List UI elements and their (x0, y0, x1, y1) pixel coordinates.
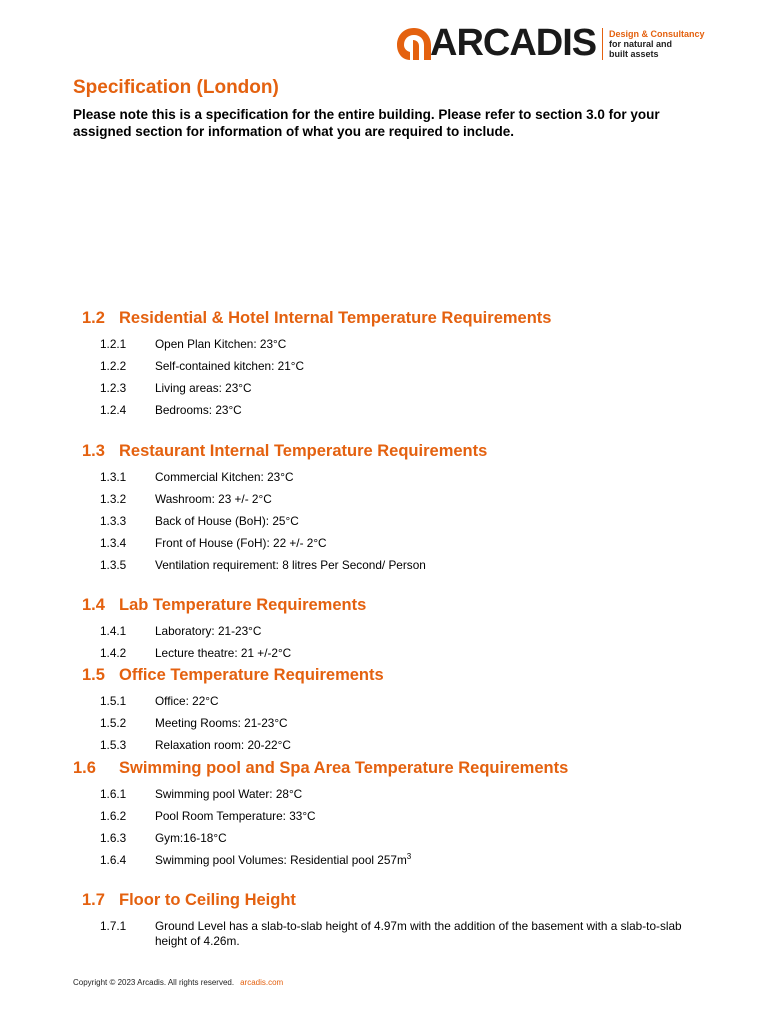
section-number: 1.4 (82, 596, 105, 614)
logo-tagline (609, 29, 705, 59)
section-title: Floor to Ceiling Height (119, 891, 296, 909)
list-item (0, 643, 768, 665)
item-text: Gym:16-18°C (155, 831, 227, 845)
section-1-5 (0, 666, 768, 757)
item-text-main: Swimming pool Volumes: Residential pool 257m (155, 853, 407, 867)
item-number: 1.3.4 (100, 536, 127, 550)
page-title: Specification (London) (73, 77, 279, 98)
cubic-superscript: 3 (406, 852, 412, 862)
item-number: 1.3.1 (100, 470, 127, 484)
item-number: 1.4.2 (100, 646, 127, 660)
list-item (0, 806, 768, 828)
item-text: Self-contained kitchen: 21°C (155, 359, 304, 373)
list-item (0, 378, 768, 400)
list-item (0, 511, 768, 533)
list-item (0, 850, 768, 872)
item-number: 1.2.2 (100, 359, 127, 373)
section-number: 1.7 (82, 891, 105, 909)
section-heading (0, 666, 768, 686)
item-text: Bedrooms: 23°C (155, 403, 242, 417)
item-text: Front of House (FoH): 22 +/- 2°C (155, 536, 327, 550)
list-item (0, 400, 768, 422)
item-text: Washroom: 23 +/- 2°C (155, 492, 272, 506)
section-title: Residential & Hotel Internal Temperature Requirements (119, 309, 552, 327)
section-1-7 (0, 891, 768, 950)
item-number: 1.5.3 (100, 738, 127, 752)
list-item (0, 916, 768, 950)
item-number: 1.3.5 (100, 558, 127, 572)
list-item (0, 489, 768, 511)
section-title: Swimming pool and Spa Area Temperature Requirements (119, 759, 569, 777)
section-number: 1.2 (82, 309, 105, 327)
list-item (0, 828, 768, 850)
list-item (0, 784, 768, 806)
arcadis-link[interactable]: arcadis.com (240, 978, 284, 987)
section-1-6 (0, 759, 768, 872)
item-text: Living areas: 23°C (155, 381, 252, 395)
section-number: 1.6 (73, 759, 96, 777)
logo-divider (602, 28, 603, 60)
item-number: 1.6.4 (100, 853, 127, 867)
section-title: Lab Temperature Requirements (119, 596, 367, 614)
tagline-line-2: for natural and (609, 39, 673, 49)
item-text: Ground Level has a slab-to-slab height of 4.97m with the addition of the basement with a slab-to-slab height of 4.26m. (155, 919, 682, 948)
item-text: Back of House (BoH): 25°C (155, 514, 299, 528)
list-item (0, 555, 768, 577)
section-heading (0, 759, 768, 779)
item-text: Commercial Kitchen: 23°C (155, 470, 294, 484)
list-item (0, 621, 768, 643)
copyright-text: Copyright © 2023 Arcadis. All rights reserved. (73, 978, 235, 987)
item-number: 1.4.1 (100, 624, 127, 638)
list-item (0, 467, 768, 489)
item-number: 1.3.3 (100, 514, 127, 528)
item-text: Lecture theatre: 21 +/-2°C (155, 646, 292, 660)
list-item (0, 691, 768, 713)
section-1-2 (0, 309, 768, 422)
item-number: 1.2.1 (100, 337, 127, 351)
logo-wordmark: ARCADIS (430, 22, 597, 64)
item-text: Meeting Rooms: 21-23°C (155, 716, 288, 730)
item-text: Swimming pool Water: 28°C (155, 787, 303, 801)
list-item (0, 356, 768, 378)
list-item (0, 334, 768, 356)
item-number: 1.5.1 (100, 694, 127, 708)
arcadis-logo (396, 22, 706, 64)
section-heading (0, 891, 768, 911)
item-text: Ventilation requirement: 8 litres Per Second/ Person (155, 558, 426, 572)
tagline-line-1: Design & Consultancy (609, 29, 705, 39)
section-1-3 (0, 442, 768, 577)
item-text: Office: 22°C (155, 694, 219, 708)
list-item (0, 533, 768, 555)
item-text: Laboratory: 21-23°C (155, 624, 262, 638)
list-item (0, 735, 768, 757)
item-text (155, 853, 411, 868)
list-item (0, 713, 768, 735)
item-number: 1.3.2 (100, 492, 127, 506)
section-heading (0, 309, 768, 329)
section-1-4 (0, 596, 768, 665)
item-number: 1.2.4 (100, 403, 127, 417)
section-heading (0, 442, 768, 462)
item-number: 1.6.2 (100, 809, 127, 823)
section-title: Office Temperature Requirements (119, 666, 384, 684)
item-number: 1.5.2 (100, 716, 127, 730)
item-number: 1.6.3 (100, 831, 127, 845)
section-number: 1.3 (82, 442, 105, 460)
tagline-line-3: built assets (609, 49, 659, 59)
item-number: 1.2.3 (100, 381, 127, 395)
arcadis-mark-icon (396, 27, 432, 61)
item-text: Open Plan Kitchen: 23°C (155, 337, 287, 351)
intro-note: Please note this is a specification for the entire building. Please refer to section 3.0 for your assigned section for information of what you are required to include. (73, 107, 660, 139)
section-title: Restaurant Internal Temperature Requirements (119, 442, 488, 460)
item-number: 1.7.1 (100, 919, 127, 933)
item-text: Relaxation room: 20-22°C (155, 738, 291, 752)
page-footer (73, 978, 283, 987)
item-text: Pool Room Temperature: 33°C (155, 809, 316, 823)
section-number: 1.5 (82, 666, 105, 684)
section-heading (0, 596, 768, 616)
item-number: 1.6.1 (100, 787, 127, 801)
